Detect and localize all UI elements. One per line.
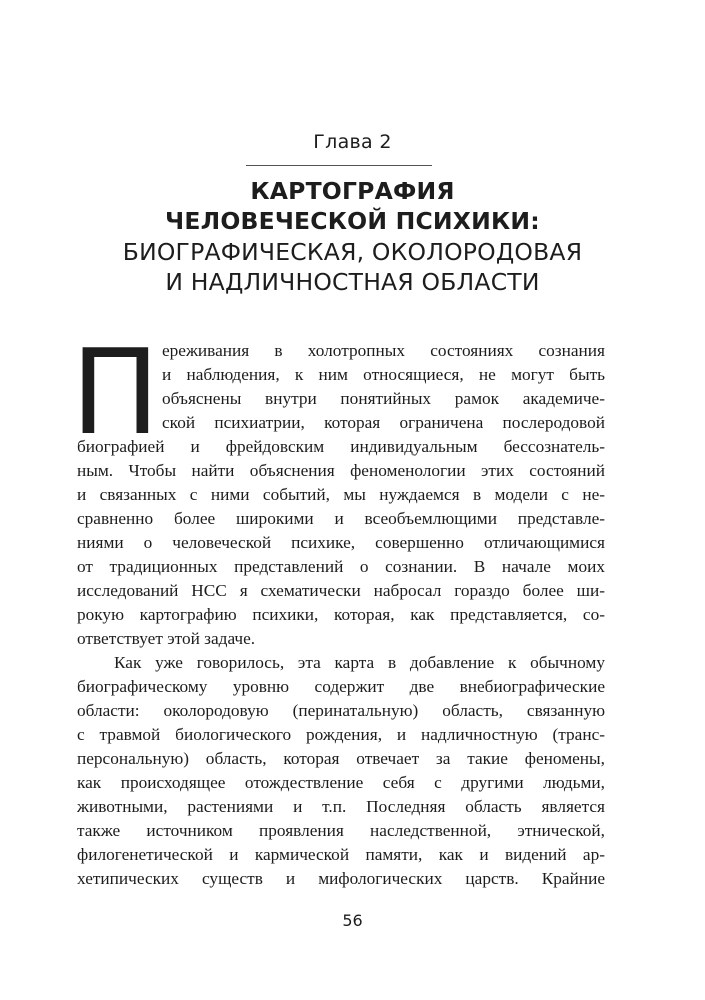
text-line: хетипических существ и мифологических царств. Крайние — [77, 869, 605, 888]
chapter-subtitle-line-2: И НАДЛИЧНОСТНАЯ ОБЛАСТИ — [165, 268, 540, 296]
dropcap: П — [71, 323, 160, 461]
text-line: ниями о человеческой психике, совершенно отличающимися — [77, 533, 605, 552]
text-line: с травмой биологического рождения, и надличностную (транс- — [77, 725, 605, 744]
text-line: биографией и фрейдовским индивидуальным бессознатель- — [77, 437, 605, 456]
text-line: и наблюдения, к ним относящиеся, не могут быть — [162, 365, 605, 384]
text-line: ответствует этой задаче. — [77, 629, 256, 648]
text-line: также источником проявления наследственной, этнической, — [77, 821, 605, 840]
page-number: 56 — [342, 911, 363, 930]
text-line: животными, растениями и т.п. Последняя область является — [77, 797, 605, 816]
text-line: филогенетической и кармической памяти, как и видений ар- — [77, 845, 605, 864]
text-line: как происходящее отождествление себя с другими людьми, — [77, 773, 605, 792]
text-line: персональную) область, которая отвечает за такие феномены, — [77, 749, 605, 768]
text-line: объяснены внутри понятийных рамок академиче- — [162, 389, 605, 408]
text-line: ереживания в холотропных состояниях сознания — [162, 341, 605, 360]
text-line: биографическому уровню содержит две внебиографические — [77, 677, 605, 696]
chapter-subtitle-line-1: БИОГРАФИЧЕСКАЯ, ОКОЛОРОДОВАЯ — [122, 238, 583, 266]
chapter-title-line-1: КАРТОГРАФИЯ — [250, 177, 455, 205]
chapter-label: Глава 2 — [313, 131, 392, 153]
text-line: области: околородовую (перинатальную) область, связанную — [77, 701, 605, 720]
text-line: сравненно более широкими и всеобъемлющими представле- — [77, 509, 605, 528]
text-line: от традиционных представлений о сознании. В начале моих — [77, 557, 605, 576]
text-line: рокую картографию психики, которая, как представляется, со- — [77, 605, 605, 624]
text-line: ской психиатрии, которая ограничена послеродовой — [162, 413, 605, 432]
chapter-title-line-2: ЧЕЛОВЕЧЕСКОЙ ПСИХИКИ: — [165, 207, 540, 235]
text-line: ным. Чтобы найти объяснения феноменологии этих состояний — [77, 461, 605, 480]
text-line: и связанных с ними событий, мы нуждаемся в модели с не- — [77, 485, 605, 504]
text-line: Как уже говорилось, эта карта в добавление к обычному — [114, 653, 605, 672]
text-line: исследований НСС я схематически набросал гораздо более ши- — [77, 581, 605, 600]
